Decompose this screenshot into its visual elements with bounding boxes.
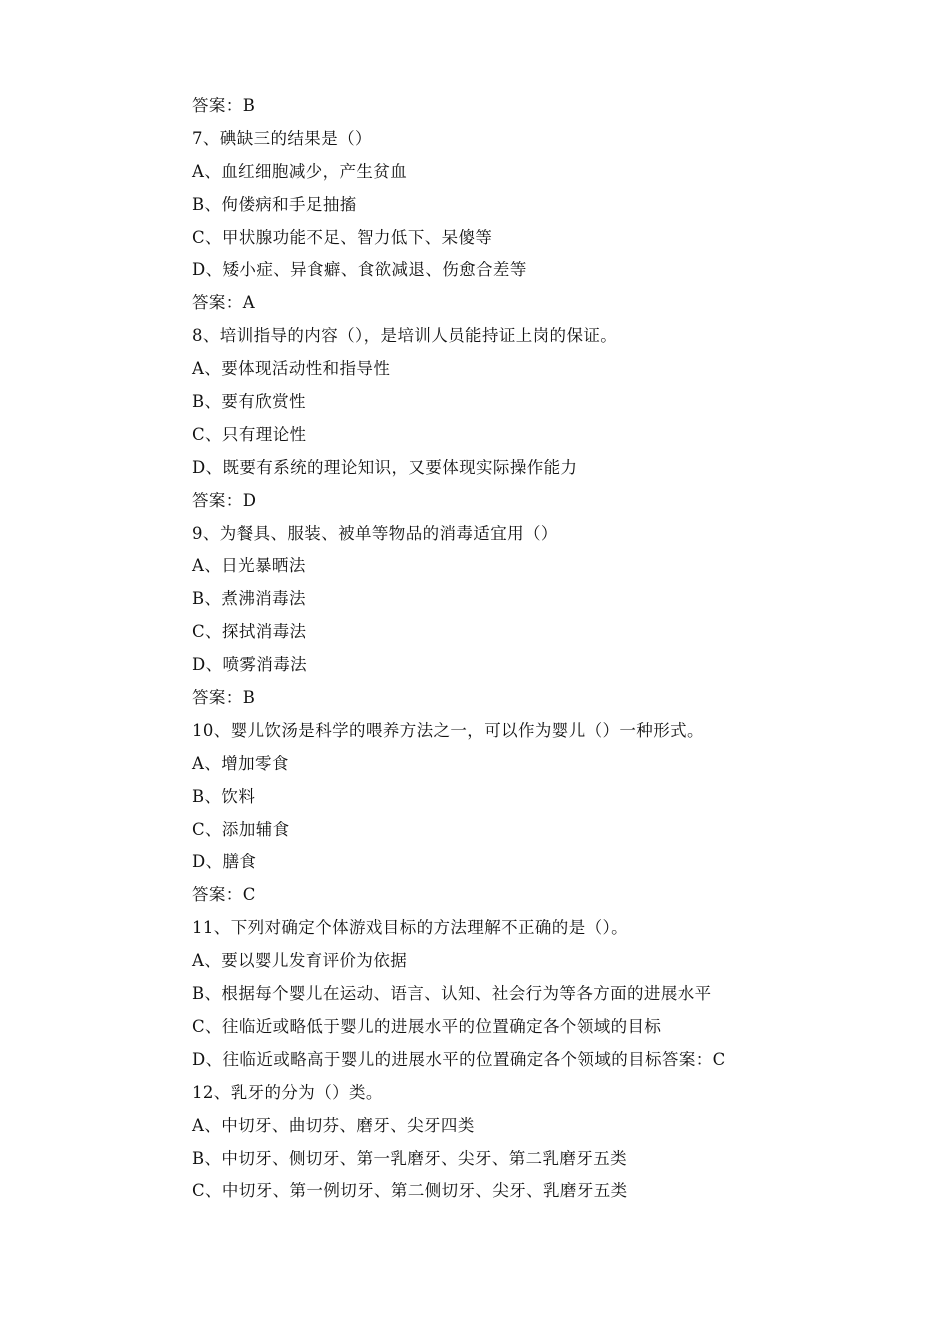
question-9: 9、为餐具、服装、被单等物品的消毒适宜用（）: [192, 523, 558, 543]
answer-line: 答案：D: [192, 490, 257, 510]
option-line: D、喷雾消毒法: [192, 655, 308, 675]
option-line: B、饮料: [192, 786, 256, 806]
option-line: C、甲状腺功能不足、智力低下、呆傻等: [192, 227, 493, 247]
option-line: D、既要有系统的理论知识，又要体现实际操作能力: [192, 457, 578, 477]
question-11: 11、下列对确定个体游戏目标的方法理解不正确的是（）。: [192, 918, 629, 938]
option-line: A、增加零食: [192, 753, 289, 773]
option-line: A、血红细胞减少，产生贫血: [192, 161, 408, 181]
answer-line: 答案：C: [192, 885, 256, 905]
option-line: B、煮沸消毒法: [192, 589, 306, 609]
answer-line: 答案：A: [192, 293, 256, 313]
question-7: 7、碘缺三的结果是（）: [192, 128, 372, 148]
question-12: 12、乳牙的分为（）类。: [192, 1082, 383, 1102]
option-line: A、要体现活动性和指导性: [192, 359, 391, 379]
option-line: B、佝偻病和手足抽搐: [192, 194, 357, 214]
answer-line: 答案：B: [192, 688, 256, 708]
option-line: B、根据每个婴儿在运动、语言、认知、社会行为等各方面的进展水平: [192, 984, 712, 1004]
option-line: A、要以婴儿发育评价为依据: [192, 951, 408, 971]
answer-line: 答案：B: [192, 96, 256, 115]
option-line: C、中切牙、第一例切牙、第二侧切牙、尖牙、乳磨牙五类: [192, 1181, 628, 1201]
option-line: B、要有欣赏性: [192, 392, 306, 412]
question-8: 8、培训指导的内容（），是培训人员能持证上岗的保证。: [192, 326, 618, 346]
option-line: D、往临近或略高于婴儿的进展水平的位置确定各个领域的目标答案：C: [192, 1049, 726, 1069]
question-list: [192, 90, 892, 1208]
option-line: A、中切牙、曲切芬、磨牙、尖牙四类: [192, 1115, 475, 1135]
option-line: D、矮小症、异食癖、食欲减退、伤愈合差等: [192, 260, 527, 280]
option-line: B、中切牙、侧切牙、第一乳磨牙、尖牙、第二乳磨牙五类: [192, 1148, 628, 1168]
option-line: C、往临近或略低于婴儿的进展水平的位置确定各个领域的目标: [192, 1016, 662, 1036]
option-line: A、日光暴晒法: [192, 556, 306, 576]
option-line: C、添加辅食: [192, 819, 290, 839]
question-10: 10、婴儿饮汤是科学的喂养方法之一，可以作为婴儿（）一种形式。: [192, 720, 704, 740]
option-line: C、探拭消毒法: [192, 622, 307, 642]
option-line: C、只有理论性: [192, 424, 307, 444]
option-line: D、膳食: [192, 852, 257, 872]
